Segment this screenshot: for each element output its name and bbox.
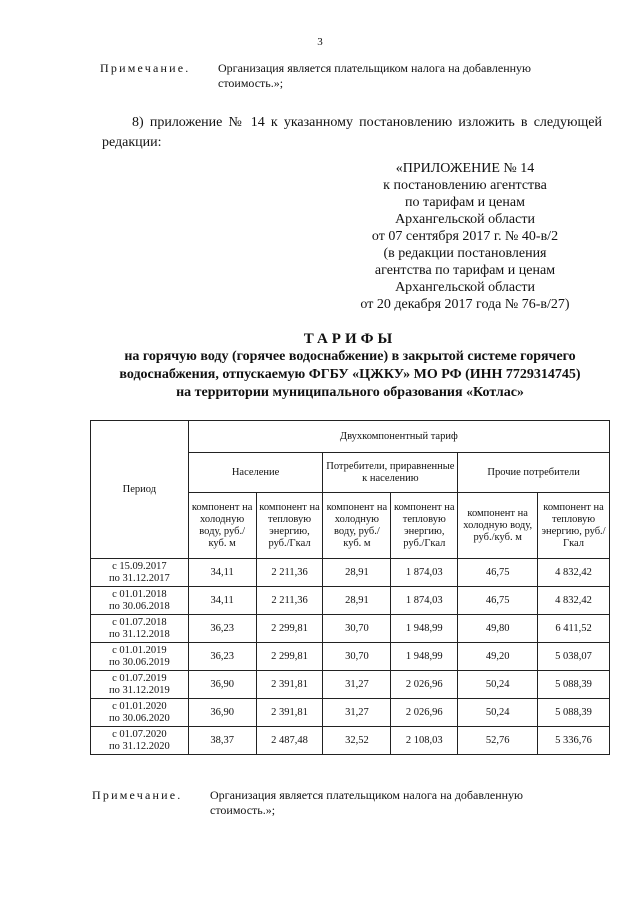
tariff-value-cell: 36,90 (188, 699, 256, 727)
table-row (91, 615, 610, 643)
tariff-value-cell: 36,90 (188, 671, 256, 699)
note-continuation: стоимость.»; (218, 76, 284, 90)
tariff-value-cell: 50,24 (458, 699, 538, 727)
period-to: по 30.06.2019 (108, 656, 170, 668)
title-line: на территории муниципального образования «Котлас» (176, 385, 524, 400)
tariff-value-cell: 1 948,99 (391, 615, 458, 643)
appendix-line: по тарифам и ценам (405, 195, 525, 210)
period-to: по 30.06.2020 (108, 712, 170, 724)
component-cold-header: компонент на холодную воду, руб./куб. м (323, 493, 391, 559)
appendix-line: Архангельской области (395, 212, 535, 227)
tariff-value-cell: 2 026,96 (391, 699, 458, 727)
tariff-value-cell: 46,75 (458, 587, 538, 615)
two-component-header: Двухкомпонентный тариф (188, 421, 609, 453)
tariff-value-cell: 2 391,81 (256, 671, 323, 699)
appendix-header (330, 160, 600, 313)
tariff-value-cell: 2 299,81 (256, 615, 323, 643)
appendix-line: к постановлению агентства (383, 178, 547, 193)
period-cell (91, 587, 189, 615)
tariff-value-cell: 34,11 (188, 559, 256, 587)
note-text: Организация является плательщиком налога на добавленную (210, 788, 523, 802)
table-row (91, 587, 610, 615)
tariff-value-cell: 49,20 (458, 643, 538, 671)
tariff-value-cell: 28,91 (323, 559, 391, 587)
note-top (100, 61, 600, 91)
tariff-value-cell: 52,76 (458, 727, 538, 755)
tariff-value-cell: 4 832,42 (538, 587, 610, 615)
tariff-value-cell: 34,11 (188, 587, 256, 615)
period-to: по 31.12.2017 (108, 572, 170, 584)
component-cold-header: компонент на холодную воду, руб./куб. м (188, 493, 256, 559)
period-cell (91, 699, 189, 727)
tariff-title (90, 330, 610, 402)
title-line: на горячую воду (горячее водоснабжение) в закрытой системе горячего (124, 349, 576, 364)
tariff-value-cell: 1 874,03 (391, 559, 458, 587)
tariff-value-cell: 31,27 (323, 671, 391, 699)
period-to: по 31.12.2020 (108, 740, 170, 752)
group-header-population: Население (188, 453, 323, 493)
tariff-value-cell: 1 874,03 (391, 587, 458, 615)
period-header: Период (91, 421, 189, 559)
period-to: по 31.12.2019 (108, 684, 170, 696)
tariff-value-cell: 5 336,76 (538, 727, 610, 755)
tariff-value-cell: 2 108,03 (391, 727, 458, 755)
period-cell (91, 559, 189, 587)
tariff-value-cell: 1 948,99 (391, 643, 458, 671)
table-row (91, 727, 610, 755)
tariff-value-cell: 30,70 (323, 643, 391, 671)
tariff-value-cell: 50,24 (458, 671, 538, 699)
period-to: по 31.12.2018 (108, 628, 170, 640)
note-label: Примечание. (100, 61, 191, 75)
component-cold-header: компонент на холодную воду, руб./куб. м (458, 493, 538, 559)
period-cell (91, 727, 189, 755)
tariff-value-cell: 36,23 (188, 615, 256, 643)
tariff-value-cell: 5 088,39 (538, 671, 610, 699)
period-from: с 01.07.2020 (112, 728, 167, 740)
note-text: Организация является плательщиком налога на добавленную (218, 61, 531, 75)
tariff-value-cell: 30,70 (323, 615, 391, 643)
period-cell (91, 671, 189, 699)
period-from: с 01.07.2018 (112, 616, 167, 628)
item-8-text: 8) приложение № 14 к указанному постановлению изложить в следующей редакции: (102, 115, 602, 150)
note-bottom (92, 788, 592, 818)
tariff-value-cell: 6 411,52 (538, 615, 610, 643)
appendix-line: Архангельской области (395, 280, 535, 295)
tariff-value-cell: 2 211,36 (256, 559, 323, 587)
appendix-line: агентства по тарифам и ценам (374, 263, 556, 278)
appendix-line: (в редакции постановления (383, 246, 547, 261)
tariff-value-cell: 4 832,42 (538, 559, 610, 587)
note-label: Примечание. (92, 788, 183, 802)
table-row (91, 643, 610, 671)
period-from: с 01.01.2019 (112, 644, 167, 656)
group-header-other: Прочие потребители (458, 453, 610, 493)
component-heat-header: компонент на тепловую энергию, руб./Гкал (391, 493, 458, 559)
period-cell (91, 643, 189, 671)
period-from: с 15.09.2017 (112, 560, 167, 572)
title-main: ТАРИФЫ (303, 331, 397, 347)
tariff-value-cell: 46,75 (458, 559, 538, 587)
component-heat-header: компонент на тепловую энергию, руб./Гкал (538, 493, 610, 559)
item-8-paragraph (102, 113, 602, 153)
page-number: 3 (317, 36, 323, 48)
tariff-value-cell: 38,37 (188, 727, 256, 755)
period-from: с 01.01.2020 (112, 700, 167, 712)
table-row (91, 559, 610, 587)
tariff-value-cell: 2 026,96 (391, 671, 458, 699)
appendix-line: «ПРИЛОЖЕНИЕ № 14 (395, 161, 535, 176)
note-continuation: стоимость.»; (210, 803, 276, 817)
tariff-value-cell: 2 211,36 (256, 587, 323, 615)
period-from: с 01.07.2019 (112, 672, 167, 684)
appendix-line: от 07 сентября 2017 г. № 40-в/2 (371, 229, 559, 244)
component-heat-header: компонент на тепловую энергию, руб./Гкал (256, 493, 323, 559)
tariff-value-cell: 5 038,07 (538, 643, 610, 671)
period-from: с 01.01.2018 (112, 588, 167, 600)
period-cell (91, 615, 189, 643)
tariff-value-cell: 31,27 (323, 699, 391, 727)
tariff-value-cell: 5 088,39 (538, 699, 610, 727)
tariff-value-cell: 36,23 (188, 643, 256, 671)
period-to: по 30.06.2018 (108, 600, 170, 612)
group-header-equivalent: Потребители, приравненные к населению (323, 453, 458, 493)
title-line: водоснабжения, отпускаемую ФГБУ «ЦЖКУ» МО РФ (ИНН 7729314745) (119, 367, 581, 382)
table-row (91, 699, 610, 727)
tariff-value-cell: 32,52 (323, 727, 391, 755)
tariff-value-cell: 2 299,81 (256, 643, 323, 671)
tariff-value-cell: 2 391,81 (256, 699, 323, 727)
tariff-value-cell: 2 487,48 (256, 727, 323, 755)
table-row (91, 671, 610, 699)
tariff-table (90, 420, 610, 755)
appendix-line: от 20 декабря 2017 года № 76-в/27) (360, 297, 570, 312)
tariff-value-cell: 49,80 (458, 615, 538, 643)
tariff-value-cell: 28,91 (323, 587, 391, 615)
